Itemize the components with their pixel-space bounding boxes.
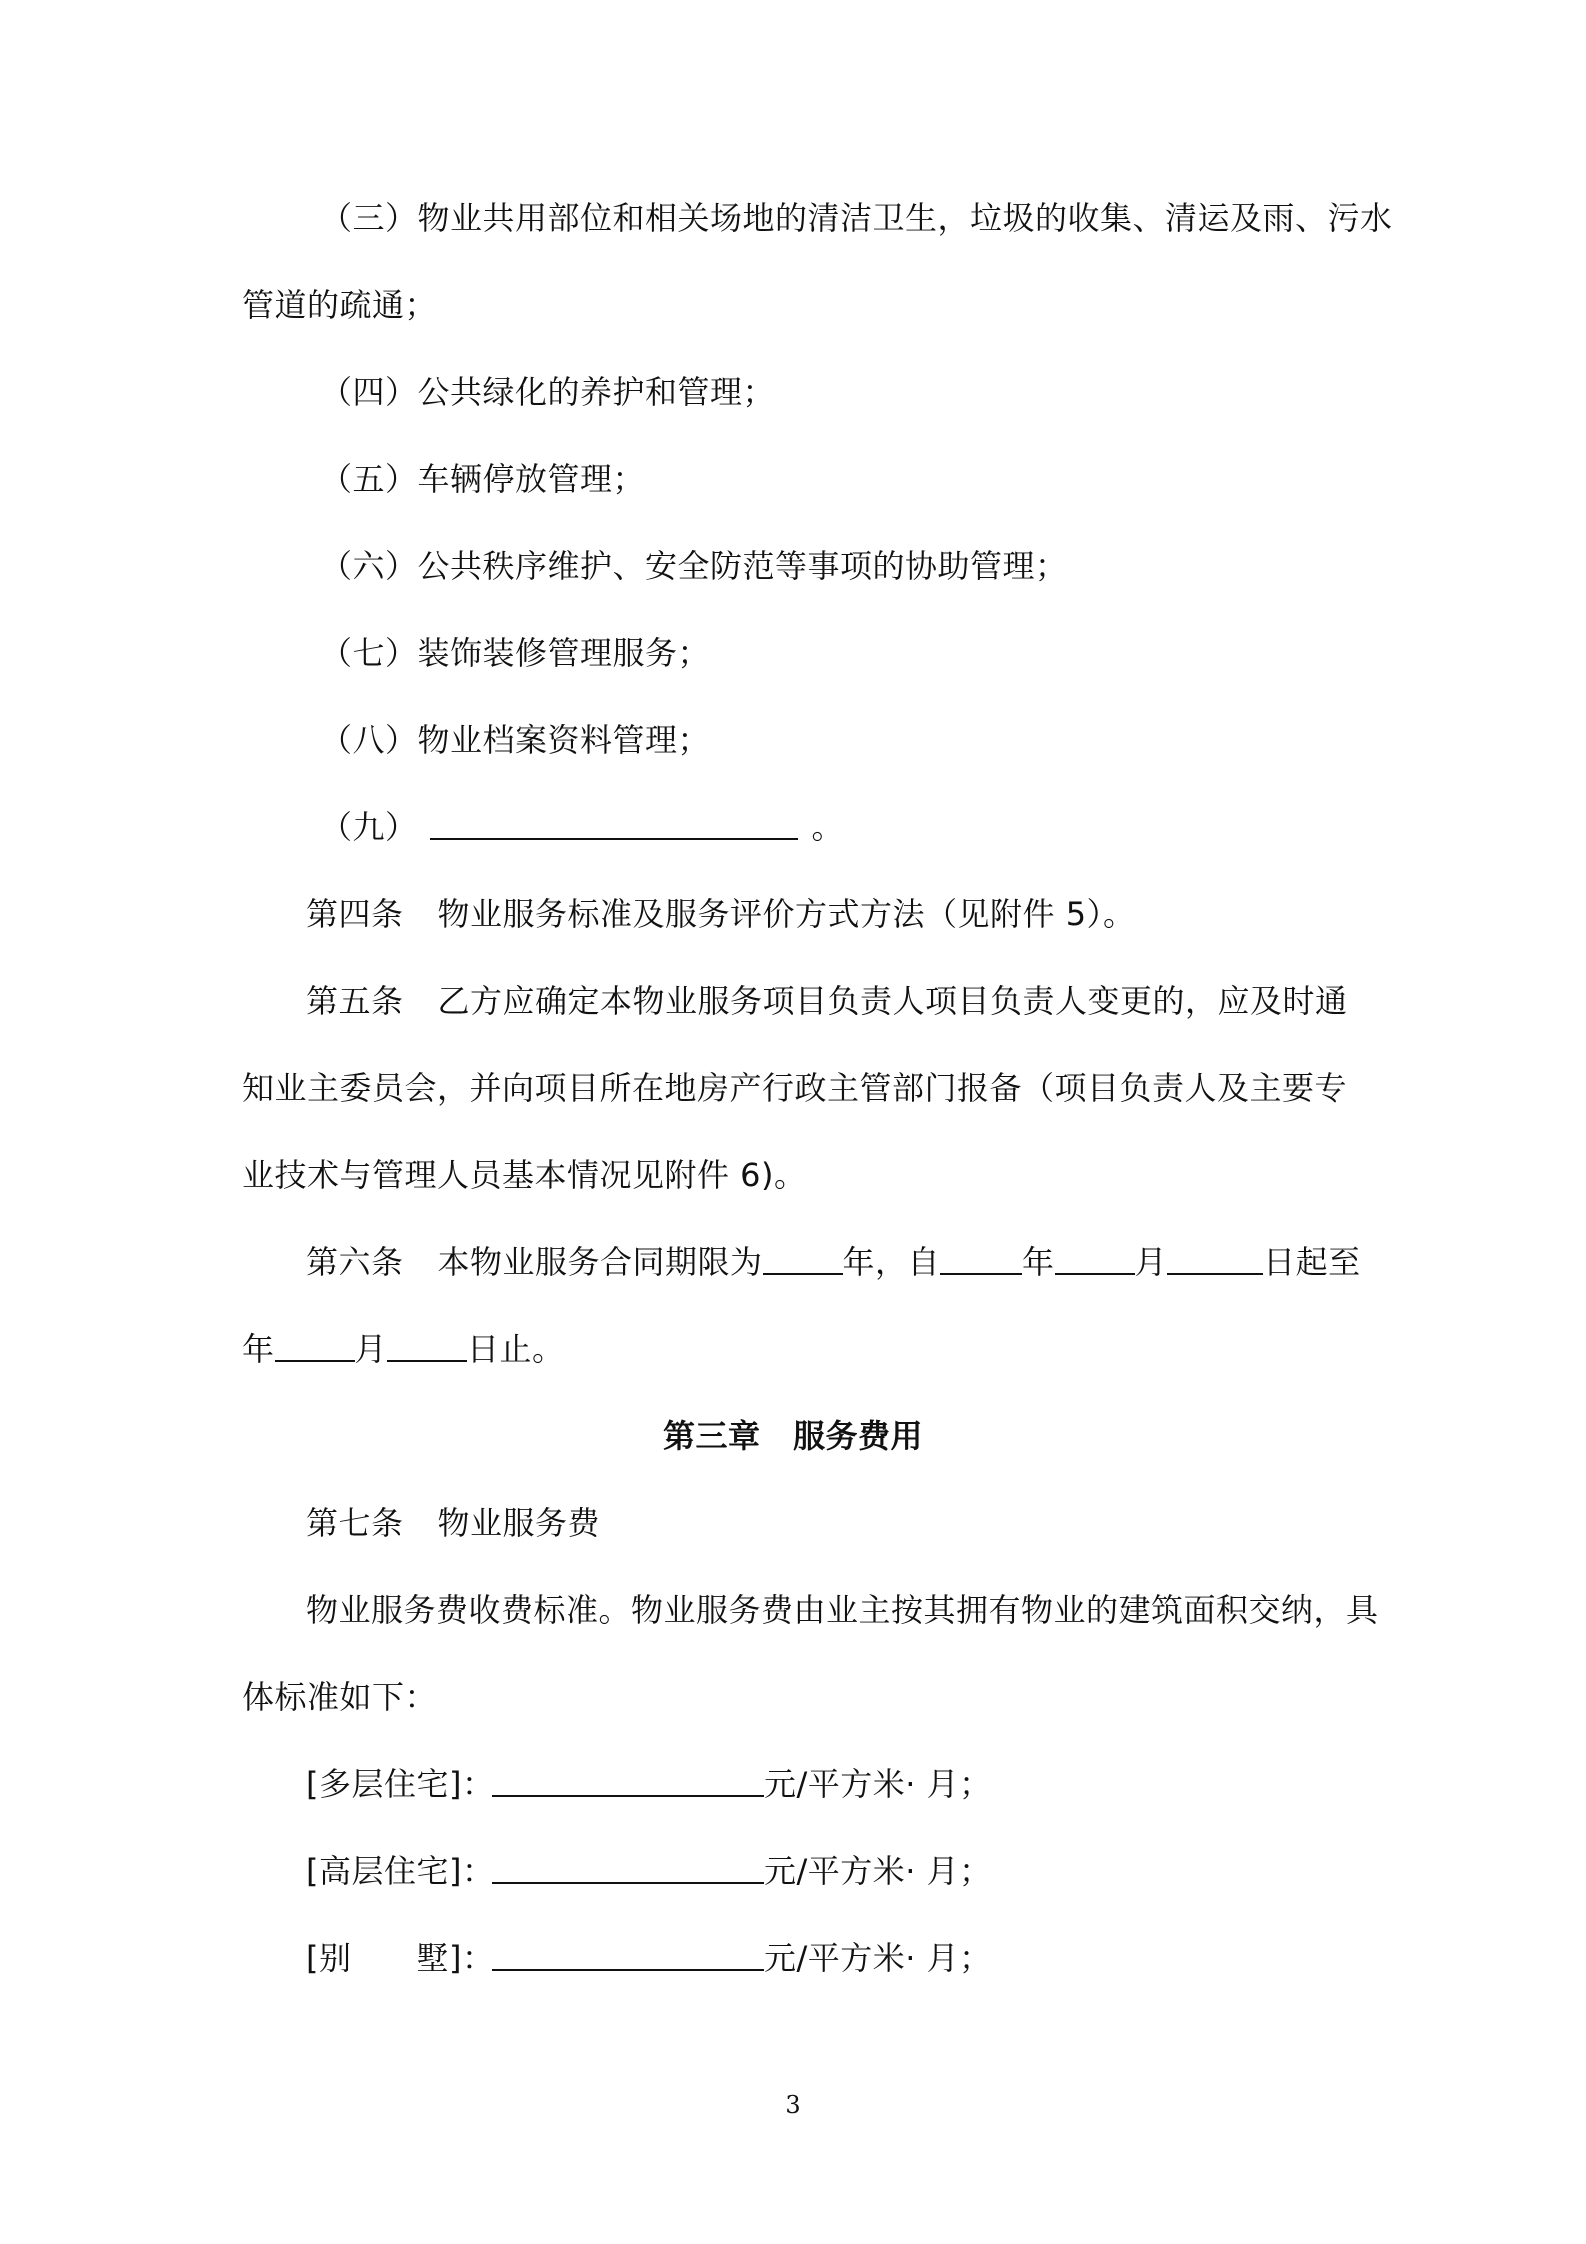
article-7-heading — [306, 1501, 600, 1545]
fee-amount-blank[interactable] — [492, 1852, 764, 1884]
article-7-title: 物业服务费 — [437, 1504, 601, 1542]
fee-amount-blank[interactable] — [492, 1939, 764, 1971]
article-7-para-line-1: 物业服务费收费标准。物业服务费由业主按其拥有物业的建筑面积交纳，具 — [306, 1591, 1379, 1629]
article-6-text-4: 月 — [1134, 1243, 1168, 1281]
article-5-text-1: 乙方应确定本物业服务项目负责人项目负责人变更的，应及时通 — [437, 982, 1348, 1020]
start-year-blank[interactable] — [940, 1243, 1022, 1275]
item-8: （八）物业档案资料管理； — [320, 721, 711, 759]
fee-unit: 元/平方米· 月； — [764, 1765, 992, 1803]
article-4 — [306, 892, 1136, 936]
item-7: （七）装饰装修管理服务； — [320, 634, 711, 672]
item-9-end: 。 — [811, 808, 845, 846]
end-year-blank[interactable] — [275, 1330, 355, 1362]
page-number: 3 — [785, 2091, 801, 2119]
article-6-text-7: 月 — [354, 1330, 388, 1368]
item-5: （五）车辆停放管理； — [320, 460, 646, 498]
article-6-label: 第六条 — [306, 1243, 404, 1281]
end-month-blank[interactable] — [387, 1330, 467, 1362]
article-5-label: 第五条 — [306, 982, 404, 1020]
article-5-line-2: 知业主委员会，并向项目所在地房产行政主管部门报备（项目负责人及主要专 — [242, 1069, 1348, 1107]
item-6: （六）公共秩序维护、安全防范等事项的协助管理； — [320, 547, 1068, 585]
fee-type-label: [别 墅]： — [306, 1939, 495, 1977]
article-6-line-2 — [242, 1327, 565, 1371]
chapter-3-heading: 第三章 服务费用 — [662, 1417, 923, 1455]
fee-row-villa — [306, 1936, 992, 1980]
fee-type-label: [多层住宅]： — [306, 1765, 495, 1803]
article-7-label: 第七条 — [306, 1504, 404, 1542]
article-5-line-1 — [306, 979, 1348, 1023]
article-5-line-3: 业技术与管理人员基本情况见附件 6)。 — [242, 1156, 807, 1194]
term-years-blank[interactable] — [763, 1243, 843, 1275]
item-3-line-2: 管道的疏通； — [242, 286, 438, 324]
fee-type-label: [高层住宅]： — [306, 1852, 495, 1890]
article-4-text: 物业服务标准及服务评价方式方法（见附件 5）。 — [437, 895, 1136, 933]
item-9-blank[interactable] — [430, 808, 798, 840]
article-6-text-6: 年 — [242, 1330, 275, 1368]
article-6-text-8: 日止。 — [467, 1330, 565, 1368]
fee-amount-blank[interactable] — [492, 1765, 764, 1797]
item-3-line-1: （三）物业共用部位和相关场地的清洁卫生，垃圾的收集、清运及雨、污水 — [320, 199, 1393, 237]
article-4-label: 第四条 — [306, 895, 404, 933]
fee-row-multistorey — [306, 1762, 992, 1806]
fee-unit: 元/平方米· 月； — [764, 1939, 992, 1977]
fee-unit: 元/平方米· 月； — [764, 1852, 992, 1890]
article-6-line-1 — [306, 1240, 1361, 1284]
start-day-blank[interactable] — [1167, 1243, 1263, 1275]
article-6-text-3: 年 — [1022, 1243, 1055, 1281]
item-4: （四）公共绿化的养护和管理； — [320, 373, 776, 411]
fee-row-highrise — [306, 1849, 992, 1893]
start-month-blank[interactable] — [1055, 1243, 1135, 1275]
article-7-para-line-2: 体标准如下： — [242, 1678, 438, 1716]
article-6-text-5: 日起至 — [1263, 1243, 1361, 1281]
article-6-text-1: 本物业服务合同期限为 — [437, 1243, 763, 1281]
item-9 — [320, 805, 844, 849]
article-6-text-2: 年，自 — [842, 1243, 941, 1281]
item-9-label: （九） — [320, 808, 418, 846]
